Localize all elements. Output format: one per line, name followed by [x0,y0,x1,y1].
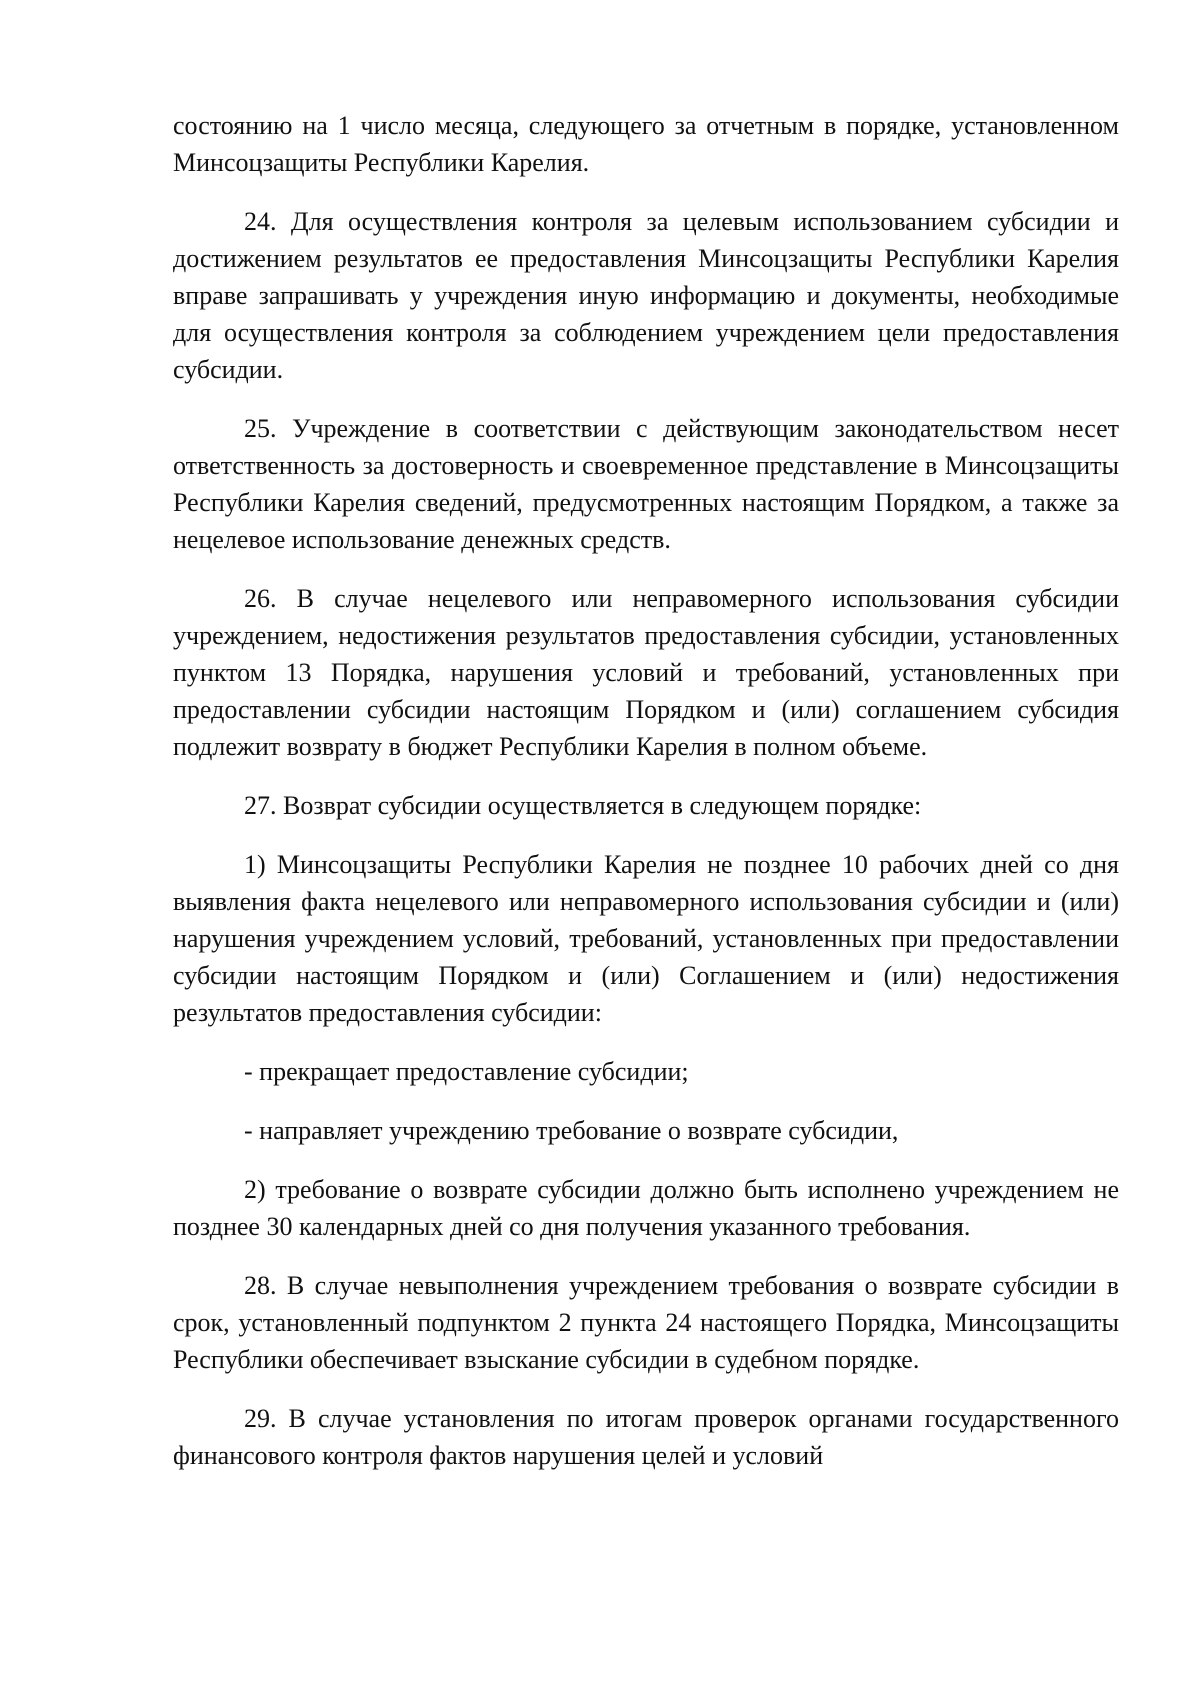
paragraph-27-subitem-2: 2) требование о возврате субсидии должно быть исполнено учреждением не позднее 30 календарных дней со дня получения указанного требования. [173,1175,1119,1241]
paragraph-continuation: состоянию на 1 число месяца, следующего за отчетным в порядке, установленном Минсоцзащиты Республики Карелия. [173,111,1119,177]
paragraph-27-bullet-request: - направляет учреждению требование о возврате субсидии, [244,1116,899,1145]
paragraph-27-bullet-stop: - прекращает предоставление субсидии; [244,1057,689,1086]
paragraph-26: 26. В случае нецелевого или неправомерного использования субсидии учреждением, недостижения результатов предоставления субсидии, установленных пунктом 13 Порядка, нарушения условий и требований, установленных при предоставлении субсидии настоящим Порядком и (или) соглашением субсидия подлежит возврату в бюджет Республики Карелия в полном объеме. [173,584,1119,761]
paragraph-29: 29. В случае установления по итогам проверок органами государственного финансового контроля фактов нарушения целей и условий [173,1404,1119,1470]
paragraph-24: 24. Для осуществления контроля за целевым использованием субсидии и достижением результатов ее предоставления Минсоцзащиты Республики Карелия вправе запрашивать у учреждения иную информацию и документы, необходимые для осуществления контроля за соблюдением учреждением цели предоставления субсидии. [173,207,1119,384]
paragraph-27: 27. Возврат субсидии осуществляется в следующем порядке: [244,791,922,820]
document-page [173,107,1119,1474]
paragraph-25: 25. Учреждение в соответствии с действующим законодательством несет ответственность за достоверность и своевременное представление в Минсоцзащиты Республики Карелия сведений, предусмотренных настоящим Порядком, а также за нецелевое использование денежных средств. [173,414,1119,554]
paragraph-27-subitem-1: 1) Минсоцзащиты Республики Карелия не позднее 10 рабочих дней со дня выявления факта нецелевого или неправомерного использования субсидии и (или) нарушения учреждением условий, требований, установленных при предоставлении субсидии настоящим Порядком и (или) Соглашением и (или) недостижения результатов предоставления субсидии: [173,850,1119,1027]
paragraph-28: 28. В случае невыполнения учреждением требования о возврате субсидии в срок, установленный подпунктом 2 пункта 24 настоящего Порядка, Минсоцзащиты Республики обеспечивает взыскание субсидии в судебном порядке. [173,1271,1119,1374]
